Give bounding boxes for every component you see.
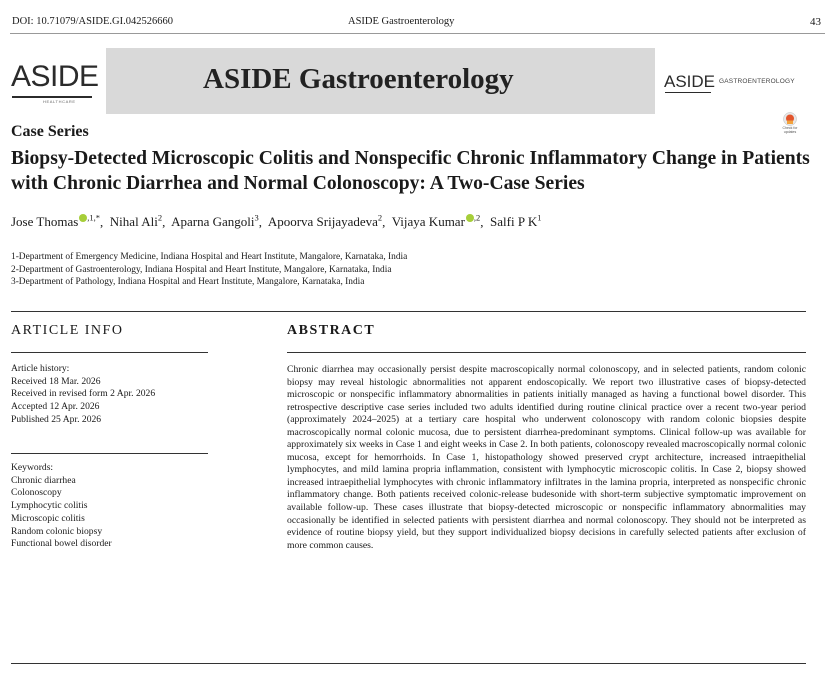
check-for-updates-icon bbox=[778, 112, 802, 127]
keyword-item[interactable]: Colonoscopy bbox=[11, 487, 62, 499]
author-item[interactable] bbox=[490, 214, 541, 229]
keyword-item[interactable]: Random colonic biopsy bbox=[11, 525, 103, 537]
top-divider bbox=[11, 311, 806, 312]
author-item[interactable] bbox=[171, 214, 259, 229]
author-name: Vijaya Kumar bbox=[391, 214, 465, 230]
author-name: Nihal Ali bbox=[109, 214, 158, 230]
affiliation-item: 2-Department of Gastroenterology, Indiana Hospital and Heart Institute, Mangalore, Karnataka, India bbox=[11, 264, 392, 275]
paper-title: Biopsy-Detected Microscopic Colitis and Nonspecific Chronic Inflammatory Change in Patients with Chronic Diarrhea and Normal Colonoscopy: A Two-Case Series bbox=[11, 148, 810, 194]
keyword-item[interactable]: Microscopic colitis bbox=[11, 512, 85, 524]
article-history bbox=[11, 363, 155, 427]
bottom-divider bbox=[11, 663, 806, 664]
keyword-list bbox=[11, 462, 112, 551]
orcid-icon[interactable] bbox=[466, 214, 474, 222]
aside-logo-left: ASIDE HEALTHCARE bbox=[11, 60, 99, 104]
keyword-item[interactable]: Functional bowel disorder bbox=[11, 538, 112, 550]
keyword-item[interactable]: Chronic diarrhea bbox=[11, 474, 76, 486]
affiliation-list bbox=[11, 251, 407, 289]
author-affiliation-marker: ,2 bbox=[473, 213, 481, 223]
journal-title-box bbox=[106, 48, 655, 114]
author-name: Aparna Gangoli bbox=[171, 214, 255, 230]
author-name: Jose Thomas bbox=[11, 214, 79, 230]
history-item: Accepted 12 Apr. 2026 bbox=[11, 401, 100, 413]
info-divider bbox=[11, 352, 208, 353]
author-list: Jose Thomas $^{,1,*}$, Nihal Ali$^2$, Aparna Gangoli$^3$, Apoorva Srijayadeva$^2$, Vijaya Kumar $^{,2}$, Salfi P $K^1$ bbox=[11, 213, 542, 230]
affiliation-item: 3-Department of Pathology, Indiana Hospital and Heart Institute, Mangalore, Karnataka, India bbox=[11, 277, 365, 287]
aside-logo-right: ASIDE GASTROENTEROLOGY bbox=[664, 72, 795, 91]
abstract-body: Chronic diarrhea may occasionally persist despite macroscopically normal colonoscopy, and in selected patients, random colonic biopsy may reveal histologic abnormalities not apparent endoscopically. We report two illustrative cases of biopsy-detected microscopic or nonspecific inflammatory abnormalities in patients initially managed as having a functional bowel disorder. This retrospective descriptive case series included two adults identified during routine clinical practice over a recent two-year period (approximately 2024–2025) at a tertiary care hospital who underwent colonoscopy with random colonic biopsies despite macroscopically normal colonic mucosa, due to persistent diarrhea-predominant symptoms. Clinical follow-up was available for approximately six weeks in Case 1 and eight weeks in Case 2. In both patients, colonoscopy revealed macroscopically normal colonic mucosa, except for hemorrhoids. In Case 1, histopathology showed preserved crypt architecture, increased intraepithelial lymphocytes, and mild lamina propria inflammation, consistent with lymphocytic microscopic colitis. In Case 2, biopsy showed increased intraepithelial lymphocytes with chronic inflammatory infiltrates in the lamina propria, interpreted as nonspecific chronic inflammatory change. Both patients received colonic-release budesonide with short-term subjective symptomatic improvement on available follow-up. These cases illustrate that biopsy-detected microscopic or nonspecific inflammatory abnormalities may occasionally be identified in selected patients with persistent diarrhea and normal colonoscopy. They should not be interpreted as evidence of routine biopsy yield, but they support individualized biopsy decisions in carefully selected patients after exclusion of more common causes. bbox=[287, 364, 806, 551]
article-type: Case Series bbox=[11, 123, 89, 140]
author-affiliation-marker: 2 bbox=[377, 213, 383, 223]
author-item[interactable] bbox=[110, 214, 162, 229]
author-name: Apoorva Srijayadeva bbox=[267, 214, 378, 230]
author-affiliation-marker: 2 bbox=[157, 213, 163, 223]
doi-link[interactable]: DOI: 10.71079/ASIDE.GI.042526660 bbox=[12, 16, 173, 27]
check-for-updates-badge[interactable]: Check for updates bbox=[778, 112, 802, 136]
author-affiliation-marker: 1 bbox=[537, 213, 542, 223]
keywords-divider bbox=[11, 453, 208, 454]
abstract-divider bbox=[287, 352, 806, 353]
author-item[interactable] bbox=[392, 214, 481, 229]
journal-banner bbox=[0, 48, 833, 118]
journal-title: ASIDE Gastroenterology bbox=[203, 63, 514, 95]
page-number: 43 bbox=[810, 16, 821, 28]
history-label: Article history: bbox=[11, 363, 70, 374]
abstract-heading: ABSTRACT bbox=[287, 323, 376, 338]
keyword-item[interactable]: Lymphocytic colitis bbox=[11, 500, 88, 512]
history-item: Received 18 Mar. 2026 bbox=[11, 375, 101, 387]
running-header bbox=[10, 0, 825, 34]
article-info-heading: ARTICLE INFO bbox=[11, 323, 124, 338]
author-affiliation-marker: 3 bbox=[254, 213, 259, 223]
author-item[interactable] bbox=[268, 214, 382, 229]
running-journal-name: ASIDE Gastroenterology bbox=[348, 16, 455, 27]
history-item: Received in revised form 2 Apr. 2026 bbox=[11, 388, 156, 400]
author-affiliation-marker: ,1,* bbox=[87, 213, 101, 223]
author-name: Salfi P K bbox=[490, 214, 538, 230]
history-item: Published 25 Apr. 2026 bbox=[11, 413, 102, 425]
affiliation-item: 1-Department of Emergency Medicine, Indiana Hospital and Heart Institute, Mangalore, Karnataka, India bbox=[11, 252, 408, 262]
keywords-label: Keywords: bbox=[11, 462, 54, 473]
author-item[interactable] bbox=[11, 214, 100, 229]
